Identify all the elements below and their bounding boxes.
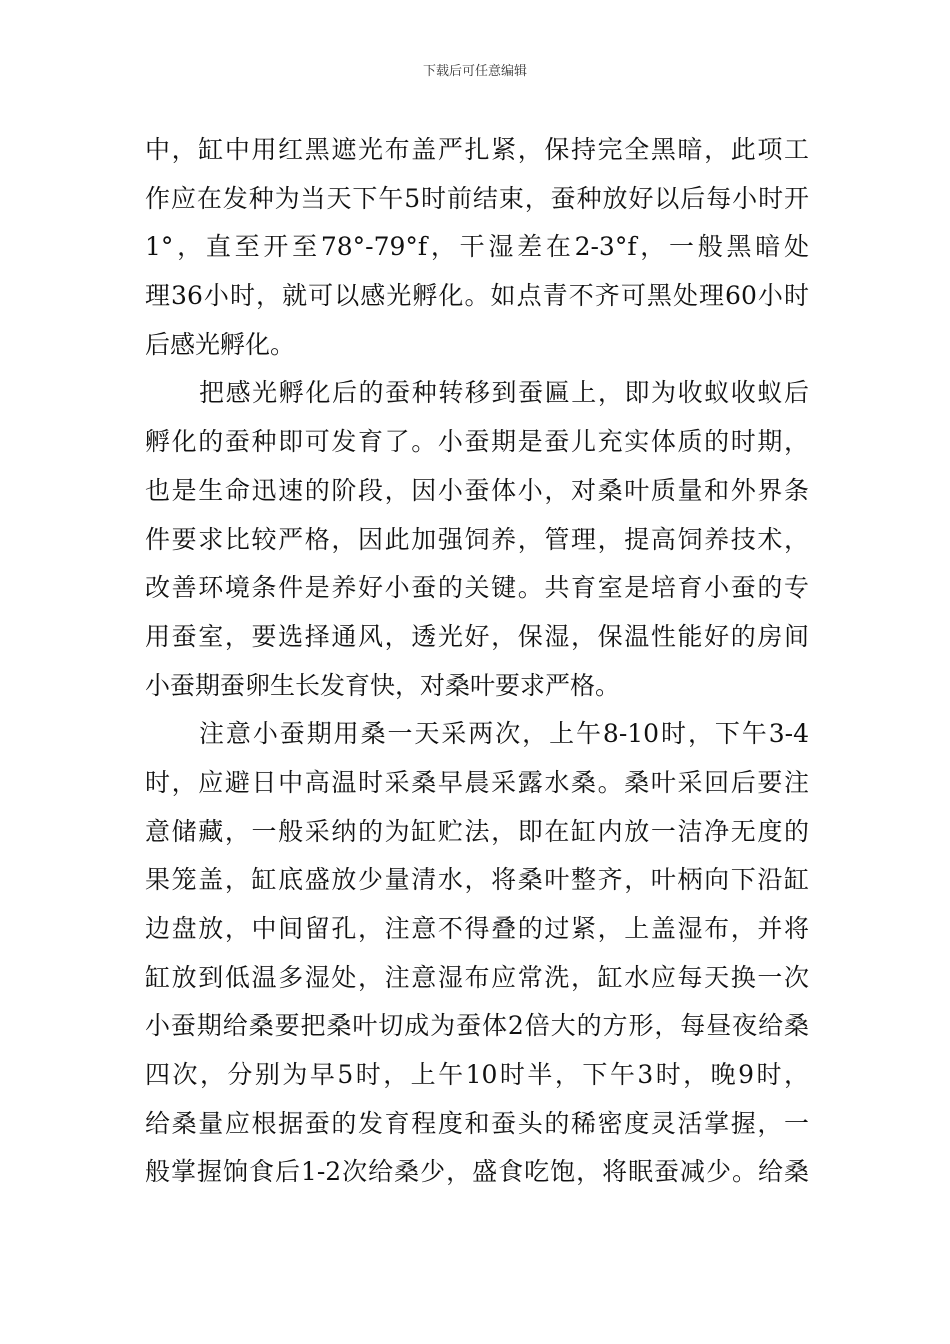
text-line: 把感光孵化后的蚕种转移到蚕匾上，即为收蚁收蚁后 [199, 378, 809, 408]
text-line: 注意小蚕期用桑一天采两次，上午8-10时，下午3-4 [199, 719, 809, 749]
text-line: 也是生命迅速的阶段，因小蚕体小，对桑叶质量和外界条 [145, 475, 809, 505]
text-line: 时，应避日中高温时采桑早晨采露水桑。桑叶采回后要注 [145, 767, 809, 797]
page-header: 下载后可任意编辑 [422, 64, 527, 79]
body-text [145, 126, 809, 1197]
text-line: 果笼盖，缸底盛放少量清水，将桑叶整齐，叶柄向下沿缸 [145, 865, 809, 895]
text-line: 四次，分别为早5时，上午10时半，下午3时，晚9时， [145, 1060, 809, 1090]
text-line: 小蚕期蚕卵生长发育快，对桑叶要求严格。 [145, 670, 621, 700]
text-line: 般掌握饷食后1-2次给桑少，盛食吃饱，将眠蚕减少。给桑 [145, 1157, 809, 1187]
text-line: 作应在发种为当天下午5时前结束，蚕种放好以后每小时开 [145, 183, 809, 213]
text-line: 后感光孵化。 [145, 329, 296, 359]
text-line: 用蚕室，要选择通风，透光好，保湿，保温性能好的房间 [145, 621, 809, 651]
text-line: 边盘放，中间留孔，注意不得叠的过紧，上盖湿布，并将 [145, 914, 809, 943]
text-line: 中，缸中用红黑遮光布盖严扎紧，保持完全黑暗，此项工 [145, 135, 809, 164]
text-line: 意储藏，一般采纳的为缸贮法，即在缸内放一洁净无度的 [145, 816, 809, 846]
text-line: 1°，直至开至78°-79°f，干湿差在2-3°f，一般黑暗处 [145, 232, 809, 262]
text-line: 改善环境条件是养好小蚕的关键。共育室是培育小蚕的专 [145, 573, 809, 603]
text-line: 小蚕期给桑要把桑叶切成为蚕体2倍大的方形，每昼夜给桑 [145, 1011, 809, 1041]
text-line: 孵化的蚕种即可发育了。小蚕期是蚕儿充实体质的时期， [145, 427, 809, 457]
text-line: 理36小时，就可以感光孵化。如点青不齐可黑处理60小时 [145, 281, 809, 311]
text-line: 件要求比较严格，因此加强饲养，管理，提高饲养技术， [145, 524, 809, 554]
text-line: 缸放到低温多湿处，注意湿布应常洗，缸水应每天换一次 [145, 962, 809, 992]
text-line: 给桑量应根据蚕的发育程度和蚕头的稀密度灵活掌握，一 [145, 1108, 809, 1138]
